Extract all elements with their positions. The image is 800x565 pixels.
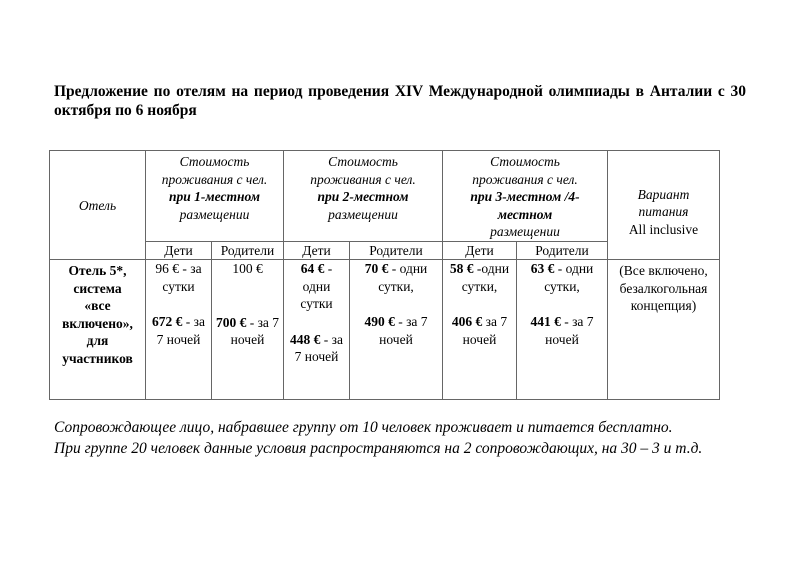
sub-parents-3: Родители bbox=[517, 241, 608, 260]
header-meal-plan: Вариант питания All inclusive bbox=[608, 151, 720, 260]
header-single-room: Стоимость проживания с чел. при 1-местном размещении bbox=[146, 151, 284, 242]
price-cell-single-parents: 100 € 700 € - за 7 ночей bbox=[212, 260, 284, 400]
price-cell-double-parents: 70 € - одни сутки, 490 € - за 7 ночей bbox=[350, 260, 443, 400]
page-heading: Предложение по отелям на период проведения XIV Международной олимпиады в Анталии с 30 октября по 6 ноября bbox=[54, 83, 746, 119]
hotel-offer-table bbox=[49, 150, 720, 400]
note-line-1: Сопровождающее лицо, набравшее группу от 10 человек проживает и питается бесплатно. bbox=[54, 419, 673, 436]
week-price: 700 € bbox=[215, 314, 247, 330]
sub-children-3: Дети bbox=[443, 241, 517, 260]
week-price: 448 € bbox=[290, 331, 321, 347]
week-price: 406 € bbox=[451, 314, 483, 329]
week-price: 672 € bbox=[152, 314, 183, 329]
sub-children-2: Дети bbox=[284, 241, 350, 260]
day-price: 70 € bbox=[364, 261, 389, 276]
meal-plan-cell: (Все включено, безалкогольная концепция) bbox=[608, 260, 720, 400]
week-price: 490 € bbox=[364, 314, 395, 329]
hotel-name-cell: Отель 5*, система «все включено», для участников bbox=[50, 260, 146, 400]
price-cell-double-children: 64 € - одни сутки 448 € - за 7 ночей bbox=[284, 260, 350, 400]
price-cell-triple-parents: 63 € - одни сутки, 441 € - за 7 ночей bbox=[517, 260, 608, 400]
price-cell-triple-children: 58 € -одни сутки, 406 € за 7 ночей bbox=[443, 260, 517, 400]
header-triple-room: Стоимость проживания с чел. при 3-местном /4-местном размещении bbox=[443, 151, 608, 242]
day-price: 64 € bbox=[300, 261, 325, 276]
day-price: 58 € bbox=[449, 261, 474, 276]
header-hotel: Отель bbox=[50, 151, 146, 260]
header-double-room: Стоимость проживания с чел. при 2-местном размещении bbox=[284, 151, 443, 242]
day-price: 96 € bbox=[155, 261, 180, 276]
sub-parents-1: Родители bbox=[212, 241, 284, 260]
sub-parents-2: Родители bbox=[350, 241, 443, 260]
sub-children-1: Дети bbox=[146, 241, 212, 260]
day-price: 100 € bbox=[232, 261, 263, 276]
week-price: 441 € bbox=[530, 314, 561, 329]
companion-note bbox=[54, 418, 750, 459]
day-price: 63 € bbox=[530, 261, 555, 276]
price-cell-single-children: 96 € - за сутки 672 € - за 7 ночей bbox=[146, 260, 212, 400]
note-line-2: При группе 20 человек данные условия распространяются на 2 сопровождающих, на 30 – 3 и т.д. bbox=[54, 439, 703, 457]
